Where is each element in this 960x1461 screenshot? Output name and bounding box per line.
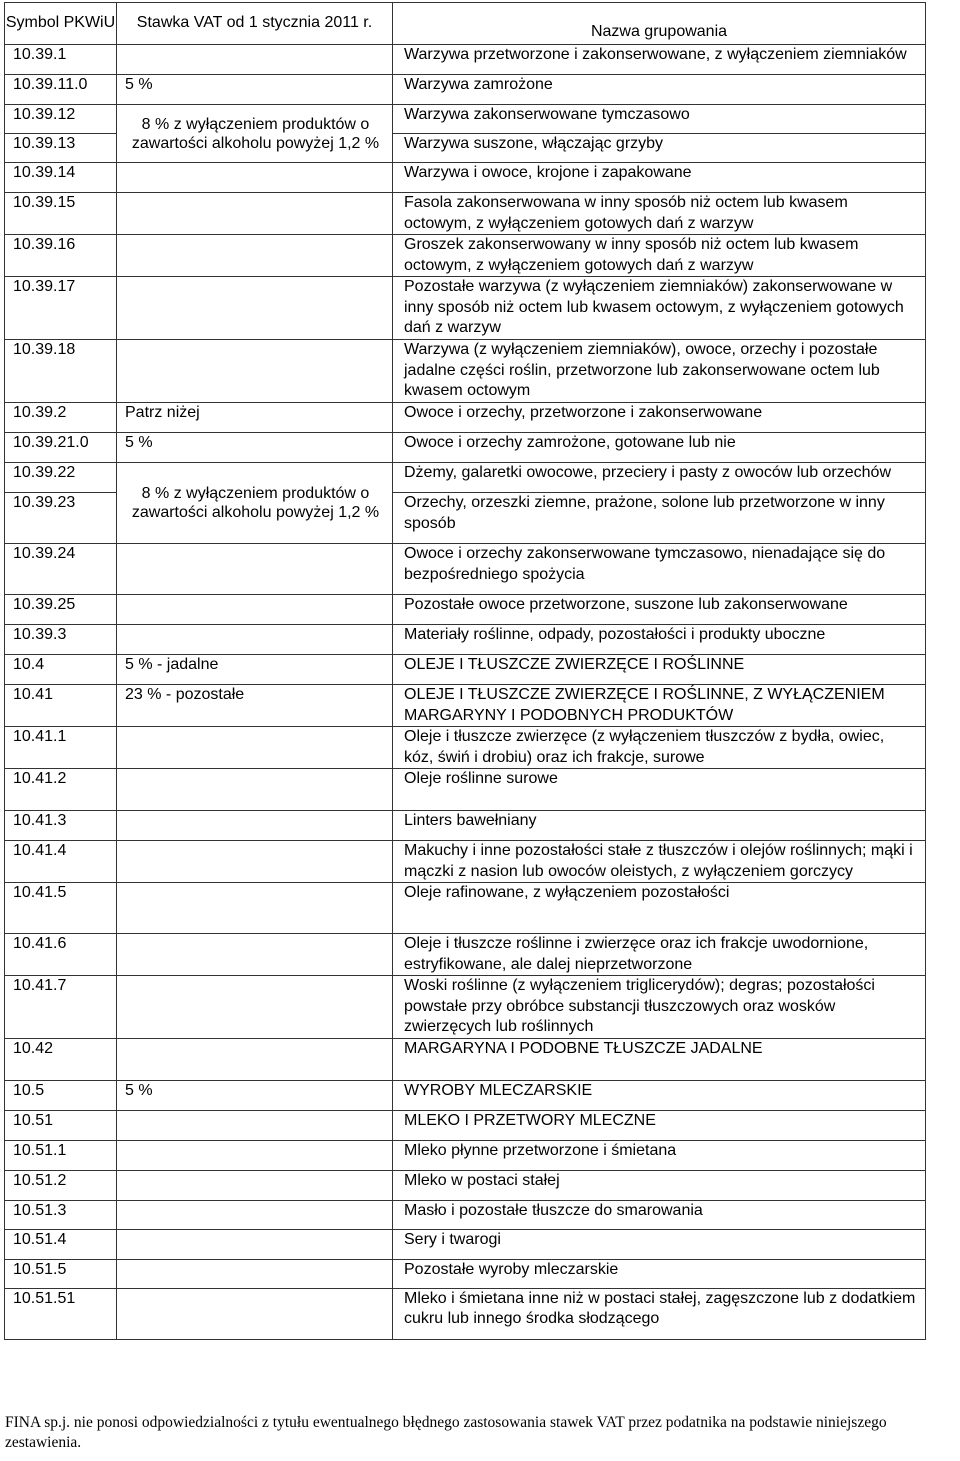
group-name: Mleko w postaci stałej [393,1170,926,1200]
group-name: Warzywa suszone, włączając grzyby [393,134,926,163]
group-name: MARGARYNA I PODOBNE TŁUSZCZE JADALNE [393,1038,926,1080]
vat-rate [117,235,393,277]
group-name: Woski roślinne (z wyłączeniem triglicerydów); degras; pozostałości powstałe przy obróbce substancji tłuszczowych oraz wosków zwierzęcych lub roślinnych [393,976,926,1039]
vat-rate: 5 % [117,433,393,463]
pkwiu-code: 10.39.3 [5,625,117,655]
pkwiu-code: 10.39.12 [5,105,117,134]
group-name: Owoce i orzechy zakonserwowane tymczasowo, nienadające się do bezpośredniego spożycia [393,544,926,595]
table-header-row [5,3,926,45]
vat-rate: 5 % - jadalne [117,655,393,685]
pkwiu-code: 10.39.22 [5,463,117,493]
pkwiu-code: 10.39.13 [5,134,117,163]
table-row [5,45,926,75]
header-rate: Stawka VAT od 1 stycznia 2011 r. [117,3,393,45]
vat-rate [117,163,393,193]
group-name: Makuchy i inne pozostałości stałe z tłuszczów i olejów roślinnych; mąki i mączki z nasion lub owoców oleistych, z wyłączeniem gorczycy [393,841,926,883]
group-name: Warzywa przetworzone i zakonserwowane, z wyłączeniem ziemniaków [393,45,926,75]
pkwiu-code: 10.39.16 [5,235,117,277]
group-name: Fasola zakonserwowana w inny sposób niż octem lub kwasem octowym, z wyłączeniem gotowych dań z warzyw [393,193,926,235]
vat-rate [117,625,393,655]
group-name: Linters bawełniany [393,811,926,841]
table-row [5,544,926,595]
group-name: Pozostałe warzywa (z wyłączeniem ziemniaków) zakonserwowane w inny sposób niż octem lub kwasem octowym, z wyłączeniem gotowych dań z warzyw [393,277,926,340]
pkwiu-code: 10.41.7 [5,976,117,1039]
group-name: Oleje roślinne surowe [393,769,926,811]
pkwiu-code: 10.41.2 [5,769,117,811]
pkwiu-code: 10.39.23 [5,493,117,544]
group-name: Oleje i tłuszcze zwierzęce (z wyłączeniem tłuszczów z bydła, owiec, kóz, świń i drobiu) oraz ich frakcje, surowe [393,727,926,769]
vat-rate: 8 % z wyłączeniem produktów o zawartości alkoholu powyżej 1,2 % [117,105,393,163]
table-row [5,655,926,685]
pkwiu-code: 10.39.18 [5,340,117,403]
table-row [5,403,926,433]
table-row [5,1288,926,1339]
table-row [5,727,926,769]
vat-rate [117,841,393,883]
pkwiu-code: 10.41.1 [5,727,117,769]
pkwiu-code: 10.41 [5,685,117,727]
header-name: Nazwa grupowania [393,3,926,45]
vat-rate: Patrz niżej [117,403,393,433]
vat-rate [117,1200,393,1229]
pkwiu-code: 10.39.17 [5,277,117,340]
table-row [5,976,926,1039]
vat-rate [117,1229,393,1259]
table-row [5,934,926,976]
table-row [5,433,926,463]
pkwiu-code: 10.41.3 [5,811,117,841]
group-name: Warzywa (z wyłączeniem ziemniaków), owoce, orzechy i pozostałe jadalne części roślin, przetworzone lub zakonserwowane octem lub kwasem octowym [393,340,926,403]
group-name: Warzywa zakonserwowane tymczasowo [393,105,926,134]
pkwiu-code: 10.5 [5,1080,117,1110]
group-name: Mleko i śmietana inne niż w postaci stałej, zagęszczone lub z dodatkiem cukru lub innego środka słodzącego [393,1288,926,1339]
vat-rate: 5 % [117,75,393,105]
table-row [5,1259,926,1288]
table-row [5,883,926,934]
vat-rate [117,1259,393,1288]
vat-rate: 23 % - pozostałe [117,685,393,727]
vat-rate [117,277,393,340]
group-name: Mleko płynne przetworzone i śmietana [393,1140,926,1170]
pkwiu-code: 10.39.15 [5,193,117,235]
group-name: Owoce i orzechy, przetworzone i zakonserwowane [393,403,926,433]
pkwiu-code: 10.41.4 [5,841,117,883]
table-row [5,235,926,277]
group-name: MLEKO I PRZETWORY MLECZNE [393,1110,926,1140]
table-row [5,277,926,340]
table-row [5,463,926,493]
pkwiu-code: 10.39.11.0 [5,75,117,105]
table-row [5,1038,926,1080]
pkwiu-code: 10.51.1 [5,1140,117,1170]
pkwiu-code: 10.51.2 [5,1170,117,1200]
table-row [5,595,926,625]
vat-rate [117,1170,393,1200]
table-row [5,163,926,193]
table-row [5,1110,926,1140]
vat-rate [117,1140,393,1170]
disclaimer-footer: FINA sp.j. nie ponosi odpowiedzialności z tytułu ewentualnego błędnego zastosowania stawek VAT przez podatnika na podstawie niniejszego zestawienia. [5,1414,887,1451]
pkwiu-code: 10.39.21.0 [5,433,117,463]
vat-rate [117,883,393,934]
vat-rate [117,976,393,1039]
vat-rate [117,45,393,75]
table-row [5,340,926,403]
table-row [5,1170,926,1200]
group-name: Oleje rafinowane, z wyłączeniem pozostałości [393,883,926,934]
group-name: Materiały roślinne, odpady, pozostałości i produkty uboczne [393,625,926,655]
vat-rate [117,934,393,976]
pkwiu-code: 10.51.3 [5,1200,117,1229]
vat-rate [117,193,393,235]
table-row [5,685,926,727]
vat-rate [117,1110,393,1140]
group-name: Warzywa i owoce, krojone i zapakowane [393,163,926,193]
pkwiu-code: 10.39.14 [5,163,117,193]
vat-rate [117,811,393,841]
pkwiu-code: 10.51.4 [5,1229,117,1259]
pkwiu-code: 10.39.24 [5,544,117,595]
table-row [5,193,926,235]
pkwiu-code: 10.41.6 [5,934,117,976]
pkwiu-code: 10.41.5 [5,883,117,934]
vat-rate-table [4,2,926,1340]
pkwiu-code: 10.39.1 [5,45,117,75]
group-name: Pozostałe owoce przetworzone, suszone lub zakonserwowane [393,595,926,625]
group-name: Pozostałe wyroby mleczarskie [393,1259,926,1288]
vat-rate [117,595,393,625]
vat-rate: 5 % [117,1080,393,1110]
group-name: Dżemy, galaretki owocowe, przeciery i pasty z owoców lub orzechów [393,463,926,493]
group-name: WYROBY MLECZARSKIE [393,1080,926,1110]
group-name: OLEJE I TŁUSZCZE ZWIERZĘCE I ROŚLINNE, Z WYŁĄCZENIEM MARGARYNY I PODOBNYCH PRODUKTÓW [393,685,926,727]
pkwiu-code: 10.39.25 [5,595,117,625]
pkwiu-code: 10.42 [5,1038,117,1080]
vat-rate [117,340,393,403]
group-name: Oleje i tłuszcze roślinne i zwierzęce oraz ich frakcje uwodornione, estryfikowane, ale dalej nieprzetworzone [393,934,926,976]
pkwiu-code: 10.51.51 [5,1288,117,1339]
group-name: Warzywa zamrożone [393,75,926,105]
pkwiu-code: 10.51.5 [5,1259,117,1288]
table-row [5,1229,926,1259]
vat-rate [117,769,393,811]
vat-rate [117,1288,393,1339]
vat-rate [117,727,393,769]
vat-rate [117,1038,393,1080]
table-row [5,841,926,883]
group-name: Owoce i orzechy zamrożone, gotowane lub nie [393,433,926,463]
table-row [5,1140,926,1170]
header-symbol: Symbol PKWiU [5,3,117,45]
table-row [5,75,926,105]
vat-rate: 8 % z wyłączeniem produktów o zawartości alkoholu powyżej 1,2 % [117,463,393,544]
table-row [5,625,926,655]
table-row [5,769,926,811]
group-name: OLEJE I TŁUSZCZE ZWIERZĘCE I ROŚLINNE [393,655,926,685]
pkwiu-code: 10.4 [5,655,117,685]
group-name: Groszek zakonserwowany w inny sposób niż octem lub kwasem octowym, z wyłączeniem gotowych dań z warzyw [393,235,926,277]
group-name: Masło i pozostałe tłuszcze do smarowania [393,1200,926,1229]
table-row [5,105,926,134]
group-name: Sery i twarogi [393,1229,926,1259]
table-row [5,1080,926,1110]
pkwiu-code: 10.39.2 [5,403,117,433]
vat-rate [117,544,393,595]
pkwiu-code: 10.51 [5,1110,117,1140]
group-name: Orzechy, orzeszki ziemne, prażone, solone lub przetworzone w inny sposób [393,493,926,544]
table-row [5,1200,926,1229]
table-row [5,811,926,841]
